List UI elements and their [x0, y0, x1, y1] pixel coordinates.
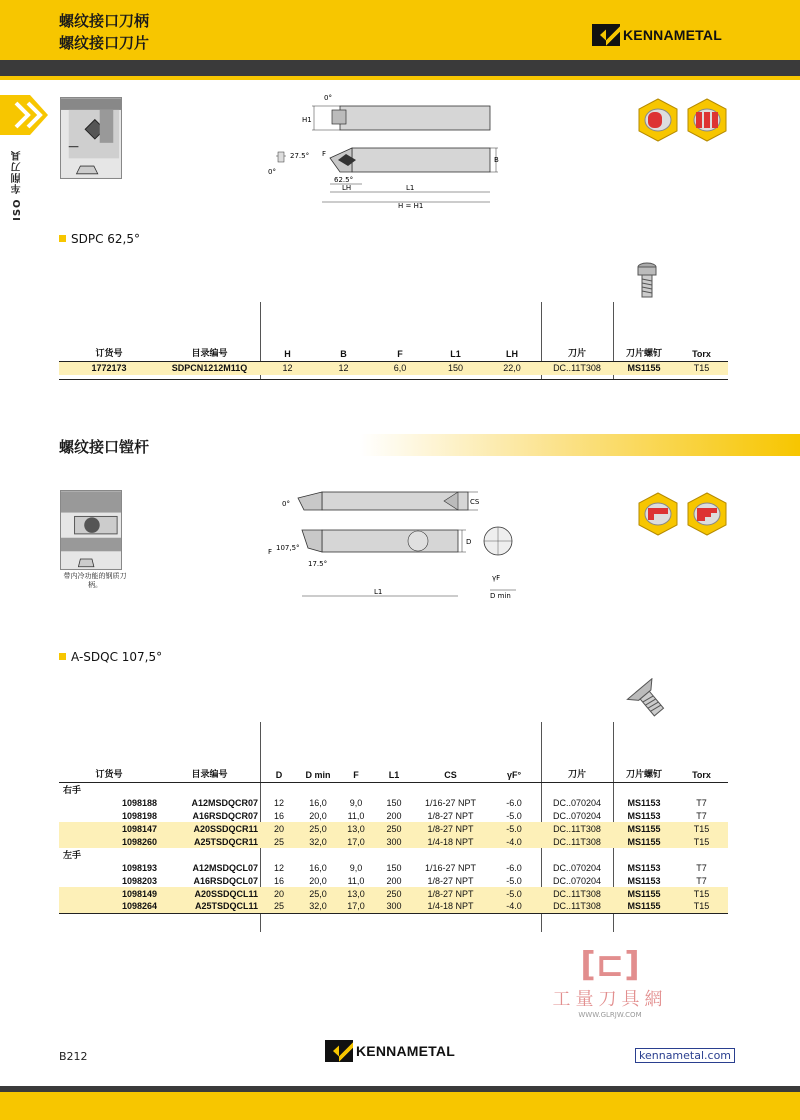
side-tab-label: ISO 车削刀具 [12, 150, 23, 221]
cell-l1: 300 [374, 835, 414, 848]
header-yellow-line [0, 76, 800, 80]
cell-catalog-no: SDPCN1212M11Q [159, 362, 260, 375]
section2-title-text: A-SDQC 107,5° [71, 650, 163, 664]
cell-insert: DC..070204 [552, 862, 602, 873]
cell-gammaf: -6.0 [506, 797, 522, 808]
footer-logo-text: KENNAMETAL [356, 1043, 455, 1059]
table-row [59, 861, 728, 874]
cell-catalog-no: A12MSDQCL07 [192, 862, 258, 873]
col-torx: Torx [675, 346, 728, 362]
sdqc-dim-l1: L1 [374, 588, 383, 596]
cell-l1: 150 [428, 362, 483, 375]
col-gammaf: γF° [487, 767, 541, 783]
cell-order-no: 1772173 [59, 362, 159, 375]
cell-l1: 200 [386, 875, 402, 886]
cell-l1: 150 [386, 797, 402, 808]
watermark-url: WWW.GLRJW.COM [578, 1011, 642, 1019]
sdqc-technical-drawing [268, 484, 520, 602]
cell-insert: DC..070204 [552, 875, 602, 886]
cell-lh: 22,0 [483, 362, 541, 375]
section2-title [59, 650, 162, 664]
sdpc-dim-b: B [494, 156, 499, 164]
cell-d: 20 [260, 822, 298, 835]
sdqc-dim-dmin: D min [490, 592, 511, 600]
cell-dmin: 16,0 [309, 862, 327, 873]
cell-torx: T7 [696, 797, 707, 808]
external-turning-icon [636, 98, 680, 142]
col-catalog-no: 目录编号 [159, 346, 260, 362]
col-l1: L1 [374, 767, 414, 783]
cell-order-no: 1098264 [59, 900, 159, 913]
group-label: 左手 [63, 850, 82, 860]
cell-insert-screw: MS1155 [613, 362, 675, 375]
cell-insert-screw: MS1155 [613, 887, 675, 900]
watermark-text: 工量刀具網 [552, 989, 668, 1010]
cell-insert: DC..070204 [552, 797, 602, 808]
col-order-no: 订货号 [59, 346, 159, 362]
cell-dmin: 25,0 [298, 887, 338, 900]
internal-threading-icon [685, 492, 729, 536]
col-insert-screw: 刀片螺钉 [613, 346, 675, 362]
kennametal-k-icon [592, 24, 620, 46]
cell-f: 11,0 [347, 875, 365, 886]
col-f: F [338, 767, 374, 783]
table-group-row [59, 848, 728, 861]
cell-torx: T15 [675, 822, 728, 835]
cell-l1: 200 [386, 810, 402, 821]
cell-d: 25 [260, 900, 298, 913]
table-row [59, 796, 728, 809]
sdqc-dim-angle-top: 0° [282, 500, 290, 508]
sdpc-dim-angle-bottom: 62.5° [334, 176, 354, 184]
cell-f: 9,0 [349, 862, 363, 873]
sdqc-dim-d: D [466, 538, 472, 546]
cell-torx: T7 [696, 875, 707, 886]
cell-insert-screw: MS1153 [627, 875, 661, 886]
yellow-square-icon [59, 235, 66, 242]
kennametal-k-icon [325, 1040, 353, 1062]
boring-bar-application-thumbnail [60, 490, 122, 570]
side-chevron-icon [0, 95, 55, 135]
page-number: B212 [59, 1050, 88, 1063]
table-row [59, 874, 728, 887]
cell-f: 13,0 [338, 887, 374, 900]
col-insert: 刀片 [541, 767, 613, 783]
cell-insert: DC..11T308 [541, 362, 613, 375]
sdpc-dim-angle-left: 0° [268, 168, 276, 176]
watermark-logo-icon: [⊏] [580, 945, 640, 985]
cell-torx: T15 [675, 887, 728, 900]
footer-kennametal-logo [325, 1040, 455, 1062]
cell-insert: DC..070204 [552, 810, 602, 821]
cell-cs: 1/8-27 NPT [414, 822, 487, 835]
table-group-row [59, 783, 728, 797]
cell-torx: T7 [696, 810, 707, 821]
col-h: H [260, 346, 315, 362]
cell-insert: DC..11T308 [541, 900, 613, 913]
sdpc-dim-angle-mid: 27.5° [290, 152, 310, 160]
cell-cs: 1/8-27 NPT [414, 887, 487, 900]
col-cs: CS [414, 767, 487, 783]
col-b: B [315, 346, 372, 362]
cell-insert-screw: MS1153 [627, 797, 661, 808]
sdqc-dim-angle-a: 107,5° [276, 544, 300, 552]
cell-f: 13,0 [338, 822, 374, 835]
cell-catalog-no: A25TSDQCL11 [159, 900, 260, 913]
col-insert-screw: 刀片螺钉 [613, 767, 675, 783]
cell-gammaf: -4.0 [487, 835, 541, 848]
cell-catalog-no: A12MSDQCR07 [191, 797, 258, 808]
internal-boring-icon [636, 492, 680, 536]
kennametal-logo [592, 24, 722, 46]
sdpc-dim-h-eq: H = H1 [398, 202, 424, 210]
insert-screw-icon [634, 262, 660, 302]
cell-f: 17,0 [338, 900, 374, 913]
sdpc-technical-drawing [262, 92, 502, 210]
sdpc-dim-h1: H1 [302, 116, 312, 124]
col-dmin: D min [298, 767, 338, 783]
sdpc-application-thumbnail [60, 97, 122, 179]
cell-gammaf: -5.0 [506, 810, 522, 821]
cell-insert-screw: MS1155 [613, 822, 675, 835]
yellow-square-icon [59, 653, 66, 660]
cell-dmin: 20,0 [309, 810, 327, 821]
cell-insert-screw: MS1153 [627, 810, 661, 821]
cell-d: 16 [273, 875, 284, 886]
cell-dmin: 20,0 [309, 875, 327, 886]
cell-dmin: 32,0 [298, 900, 338, 913]
cell-f: 17,0 [338, 835, 374, 848]
table-row [59, 822, 728, 835]
cell-h: 12 [260, 362, 315, 375]
col-order-no: 订货号 [59, 767, 159, 783]
boring-bar-caption: 带内冷功能的钢质刀柄。 [63, 572, 127, 589]
cell-dmin: 32,0 [298, 835, 338, 848]
section1-title [59, 232, 140, 246]
table-row [59, 887, 728, 900]
cell-d: 16 [273, 810, 284, 821]
cell-gammaf: -6.0 [506, 862, 522, 873]
countersunk-screw-icon [626, 678, 670, 720]
cell-d: 20 [260, 887, 298, 900]
header-title-line1: 螺纹接口刀柄 [59, 12, 150, 30]
cell-d: 12 [273, 862, 284, 873]
table-row [59, 809, 728, 822]
cell-catalog-no: A16RSDQCR07 [192, 810, 258, 821]
cell-insert-screw: MS1155 [613, 835, 675, 848]
table-row [59, 835, 728, 848]
cell-torx: T15 [675, 362, 728, 375]
cell-f: 6,0 [372, 362, 428, 375]
col-d: D [260, 767, 298, 783]
logo-text: KENNAMETAL [623, 27, 722, 43]
cell-l1: 250 [374, 887, 414, 900]
cell-order-no: 1098198 [121, 810, 157, 821]
cell-f: 11,0 [347, 810, 365, 821]
cell-gammaf: -5.0 [487, 822, 541, 835]
cell-order-no: 1098193 [121, 862, 157, 873]
cell-insert: DC..11T308 [541, 835, 613, 848]
col-torx: Torx [675, 767, 728, 783]
col-f: F [372, 346, 428, 362]
cell-order-no: 1098149 [59, 887, 159, 900]
cell-order-no: 1098260 [59, 835, 159, 848]
sdqc-table-body [59, 783, 728, 914]
cell-insert-screw: MS1153 [627, 862, 661, 873]
sdqc-dim-cs: CS [470, 498, 480, 506]
table-row [59, 362, 728, 375]
cell-dmin: 25,0 [298, 822, 338, 835]
table-row [59, 900, 728, 913]
sdpc-dim-angle-top: 0° [324, 94, 332, 102]
table1-bottom-rule [59, 379, 728, 380]
sdpc-dim-lh: LH [342, 184, 352, 192]
cell-catalog-no: A16RSDQCL07 [193, 875, 258, 886]
cell-cs: 1/8-27 NPT [427, 810, 474, 821]
col-l1: L1 [428, 346, 483, 362]
cell-gammaf: -5.0 [506, 875, 522, 886]
group-label: 右手 [63, 785, 82, 795]
cell-catalog-no: A20SSDQCR11 [159, 822, 260, 835]
cell-gammaf: -5.0 [487, 887, 541, 900]
cell-d: 12 [273, 797, 284, 808]
cell-order-no: 1098188 [121, 797, 157, 808]
sdqc-table [59, 767, 728, 914]
cell-cs: 1/16-27 NPT [424, 797, 477, 808]
cell-order-no: 1098203 [121, 875, 157, 886]
section1-title-text: SDPC 62,5° [71, 232, 141, 246]
cell-b: 12 [315, 362, 372, 375]
cell-catalog-no: A25TSDQCR11 [159, 835, 260, 848]
sdqc-dim-gammaf: γF [492, 574, 501, 582]
cell-dmin: 16,0 [309, 797, 327, 808]
cell-l1: 150 [386, 862, 402, 873]
col-insert: 刀片 [541, 346, 613, 362]
sdqc-dim-angle-b: 17.5° [308, 560, 328, 568]
sdpc-table [59, 346, 728, 375]
cell-d: 25 [260, 835, 298, 848]
cell-l1: 300 [374, 900, 414, 913]
cell-torx: T15 [675, 835, 728, 848]
cell-insert: DC..11T308 [541, 887, 613, 900]
cell-f: 9,0 [349, 797, 363, 808]
cell-gammaf: -4.0 [487, 900, 541, 913]
cell-cs: 1/8-27 NPT [427, 875, 474, 886]
cell-cs: 1/16-27 NPT [424, 862, 477, 873]
header-dark-band [0, 60, 800, 76]
kennametal-link[interactable]: kennametal.com [635, 1048, 735, 1063]
sdpc-dim-l1: L1 [406, 184, 415, 192]
sdqc-dim-f: F [268, 548, 273, 556]
watermark [540, 945, 680, 1019]
col-catalog-no: 目录编号 [159, 767, 260, 783]
threading-icon [685, 98, 729, 142]
sdpc-dim-f: F [322, 150, 327, 158]
page-header [0, 0, 800, 60]
cell-torx: T7 [696, 862, 707, 873]
cell-catalog-no: A20SSDQCL11 [159, 887, 260, 900]
cell-l1: 250 [374, 822, 414, 835]
col-lh: LH [483, 346, 541, 362]
cell-insert: DC..11T308 [541, 822, 613, 835]
cell-torx: T15 [675, 900, 728, 913]
header-title-line2: 螺纹接口刀片 [59, 34, 150, 52]
cell-order-no: 1098147 [59, 822, 159, 835]
section2-band-title: 螺纹接口镗杆 [59, 438, 150, 456]
cell-cs: 1/4-18 NPT [414, 900, 487, 913]
cell-cs: 1/4-18 NPT [414, 835, 487, 848]
cell-insert-screw: MS1155 [613, 900, 675, 913]
footer-dark-stripe [0, 1086, 800, 1092]
